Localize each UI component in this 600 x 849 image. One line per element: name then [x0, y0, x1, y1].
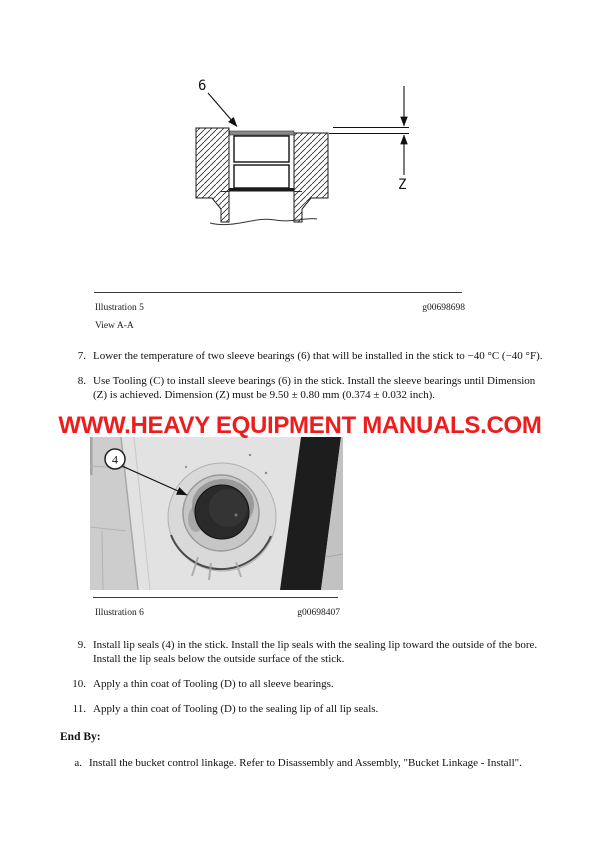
step-9-number: 9.	[77, 639, 86, 651]
step-7-text: Lower the temperature of two sleeve bearings (6) that will be installed in the stick to −40 °C (−40 °F).	[93, 350, 543, 362]
step-11	[60, 702, 546, 716]
watermark-text: WWW.HEAVY EQUIPMENT MANUALS.COM	[58, 412, 542, 439]
photo-dot-1	[249, 454, 251, 456]
photo-stick-bore	[90, 437, 343, 590]
step-8-text: Use Tooling (C) to install sleeve bearings (6) in the stick. Install the sleeve bearings until Dimension (Z) is achieved. Dimension (Z) must be 9.50 ± 0.80 mm (0.374 ± 0.032 inch).	[93, 375, 536, 401]
drawing-right-hatched-block	[294, 133, 328, 222]
drawing-bearing-seat-bar	[229, 188, 294, 192]
photo-bore-highlight-dot	[235, 514, 238, 517]
end-by-heading: End By:	[60, 731, 101, 743]
step-11-text: Apply a thin coat of Tooling (D) to the sealing lip of all lip seals.	[93, 703, 379, 715]
end-by-item-a-text: Install the bucket control linkage. Refer to Disassembly and Assembly, "Bucket Linkage - Install".	[89, 757, 522, 769]
step-8-number: 8.	[77, 375, 86, 387]
drawing-sleeve-bearing-lower	[234, 165, 289, 188]
step-8	[60, 374, 546, 402]
drawing-left-hatched-block	[196, 128, 229, 222]
technical-drawing-stick-cross-section	[180, 70, 430, 240]
drawing-sleeve-bearing-upper	[234, 136, 289, 162]
illustration5-caption-code: g00698698	[422, 303, 465, 313]
caption-rule-illustration6	[93, 597, 338, 598]
step-7	[60, 349, 546, 363]
step-9-text: Install lip seals (4) in the stick. Install the lip seals with the sealing lip toward the outside of the bore. Install the lip seals below the outside surface of the stick.	[93, 639, 538, 665]
procedure-steps-lower	[60, 638, 546, 727]
illustration5-caption-label: Illustration 5	[95, 303, 144, 313]
end-by-item-a	[60, 756, 546, 770]
photo-dot-2	[265, 472, 267, 474]
photo-edge-sliver	[90, 437, 93, 475]
photo-bore-inner-shade	[209, 489, 247, 527]
dimension-z-label: Z	[398, 177, 407, 193]
step-7-number: 7.	[77, 350, 86, 362]
callout-6-leader	[208, 93, 237, 127]
callout-4-label: 4	[112, 452, 118, 467]
illustration5-view-label: View A-A	[95, 321, 134, 331]
illustration6-caption-code: g00698407	[297, 608, 340, 618]
end-by-section	[60, 730, 546, 770]
caption-rule-illustration5	[94, 292, 462, 293]
illustration6-caption-label: Illustration 6	[95, 608, 144, 618]
step-10-number: 10.	[72, 678, 86, 690]
photo-dot-3	[185, 466, 187, 468]
procedure-steps-upper	[60, 349, 546, 413]
step-10	[60, 677, 546, 691]
step-11-number: 11.	[72, 703, 86, 715]
end-by-item-a-letter: a.	[74, 757, 82, 769]
drawing-bearing-top-strip	[230, 131, 295, 135]
callout-6-label: 6	[198, 78, 207, 94]
step-10-text: Apply a thin coat of Tooling (D) to all sleeve bearings.	[93, 678, 334, 690]
step-9	[60, 638, 546, 666]
